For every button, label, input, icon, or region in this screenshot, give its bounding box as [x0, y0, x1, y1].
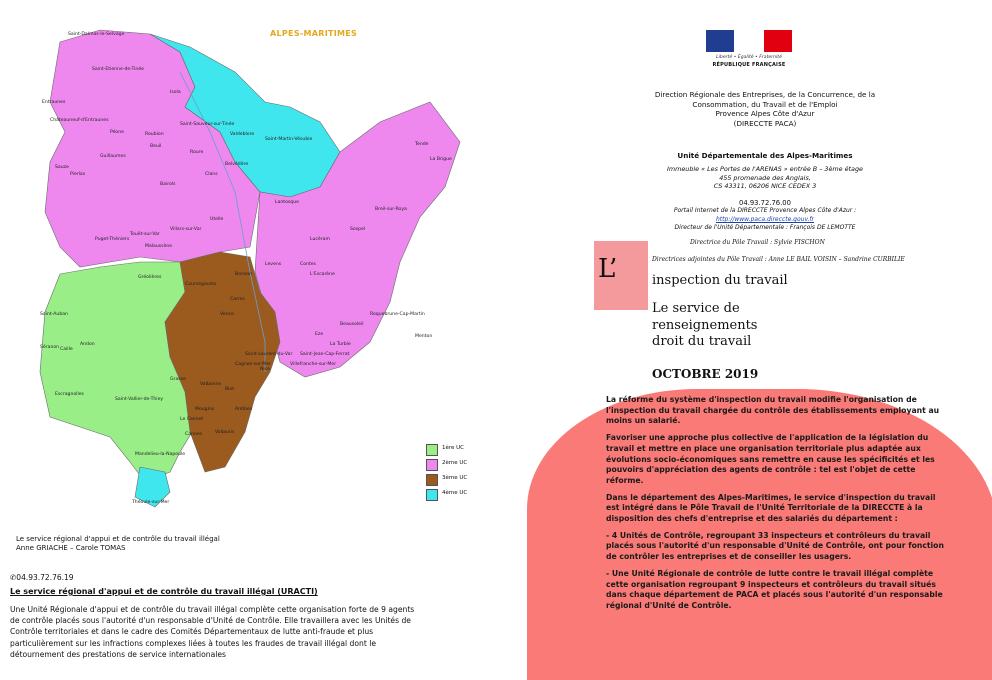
legend-label-uc2: 2ème UC [442, 460, 468, 466]
map-town-label: Pierlas [70, 172, 86, 177]
legend-label-uc3: 3ème UC [442, 475, 468, 481]
legend-label-uc4: 4ème UC [442, 490, 468, 496]
map-town-label: Valbonne [200, 382, 222, 387]
tricolor-flag-icon [706, 30, 792, 52]
map-town-label: La Turbie [330, 342, 351, 347]
map-town-label: Villars-sur-Var [170, 227, 202, 232]
organisation-name: Direction Régionale des Entreprises, de la Concurrence, de la Consommation, du Travail et de l'Emploi Provence Alpes Côte d'Azur (DIRECCTE PACA) [654, 90, 876, 128]
unit-director: Directeur de l'Unité Départementale : François DE LEMOTTE [674, 224, 856, 232]
legend-item-uc2 [426, 457, 488, 472]
uracti-description: Une Unité Régionale d'appui et de contrôle du travail illégal complète cette organisation forte de 9 agents de contrôle placés sous l'autorité d'un responsable d'Unité de Contrôle. Elle travaillera avec les Unités de Contrôle territoriales et dans le cadre des Comités Départementaux de lutte anti-fraude et plus particulièrement sur les infractions complexes liées à toutes les fraudes de travail illégal dont le détournement des prestations de service internationales [10, 605, 415, 659]
legend-swatch-uc1 [426, 444, 438, 456]
map-town-label: Caille [60, 347, 73, 352]
map-town-label: La Brigue [430, 157, 452, 162]
map-town-label: Roubion [145, 132, 164, 137]
map-town-label: Bairols [160, 182, 176, 187]
map-town-label: Cagnes-sur-Mer [235, 362, 271, 367]
pole-deputies: Directrices adjointes du Pôle Travail : Anne LE BAIL VOISIN – Sandrine CURBILIE [652, 256, 905, 263]
map-town-label: Andon [80, 342, 95, 347]
map-town-label: Puget-Théniers [95, 237, 130, 242]
unit-name: Unité Départementale des Alpes-Maritimes [677, 151, 853, 160]
map-town-label: Bonson [235, 272, 252, 277]
map-town-label: Contes [300, 262, 316, 267]
pole-director: Directrice du Pôle Travail : Sylvie FISCHON [690, 239, 825, 246]
map-town-label: Isola [170, 90, 181, 95]
map-town-label: Belvédère [225, 162, 249, 167]
map-town-label: Clans [205, 172, 218, 177]
uracti-phone [10, 573, 74, 582]
map-town-label: Lantosque [275, 200, 299, 205]
portal-label: Portail Internet de la DIRECCTE Provence Alpes Côte d'Azur : [673, 207, 857, 215]
republic-motto: Liberté • Égalité • Fraternité [716, 55, 782, 60]
map-town-label: Escragnolles [55, 392, 84, 397]
republic-name: RÉPUBLIQUE FRANÇAISE [712, 62, 786, 68]
map-title: ALPES-MARITIMES [270, 29, 358, 38]
map-town-label: Grasse [170, 377, 186, 382]
legend-item-uc4 [426, 487, 488, 502]
uracti-heading: Le service régional d'appui et de contrôle du travail illégal (URACTI) [10, 587, 318, 596]
legend-item-uc3 [426, 472, 488, 487]
map-town-label: Utelle [210, 217, 224, 222]
publication-date: OCTOBRE 2019 [652, 367, 759, 381]
map-town-label: Biot [225, 387, 235, 392]
title-initial-box [594, 241, 648, 310]
map-town-label: Beausoleil [340, 322, 364, 327]
legend-item-uc1 [426, 442, 488, 457]
zone-uc1 [40, 262, 195, 482]
reform-paragraph-2: Favoriser une approche plus collective de l'application de la législation du travail et mettre en place une organisation territoriale plus adaptée aux évolutions socio-économiques sans remettre en cause les spécificités et les pouvoirs d'appréciation des agents de contrôle : tel est l'objet de cette réforme. [606, 433, 935, 485]
marianne-logo [706, 30, 792, 76]
map-town-label: Cannes [185, 432, 203, 437]
map-town-label: Mougins [195, 407, 215, 412]
map-town-label: Mandelieu-la-Napoule [135, 452, 186, 457]
map-town-label: Le Cannet [180, 417, 204, 422]
title-line-2: Le service de renseignements droit du travail [652, 301, 758, 349]
phone-icon: ✆ [10, 573, 17, 582]
map-town-label: Saint-Sauveur-sur-Tinée [180, 122, 235, 127]
reform-panel-text [606, 395, 944, 618]
map-town-label: Touët-sur-Var [130, 232, 160, 237]
uracti-phone-number: 04.93.72.76.19 [16, 573, 74, 582]
map-town-label: Valdeblore [230, 132, 255, 137]
map-town-label: Châteauneuf-d'Entraunes [50, 118, 109, 123]
title-initial: L’ [598, 254, 618, 284]
map-town-label: Lucéram [310, 237, 330, 242]
map-town-label: Beuil [150, 144, 162, 149]
department-map [20, 12, 490, 512]
map-town-label: Saint-Laurent-du-Var [245, 352, 293, 357]
map-town-label: Breil-sur-Roya [375, 207, 407, 212]
map-town-label: Saint-Dalmas-le-Selvage [68, 32, 125, 37]
map-town-label: Saint-Auban [40, 312, 68, 317]
reform-paragraph-4: - 4 Unités de Contrôle, regroupant 33 inspecteurs et contrôleurs du travail placés sous l'autorité d'un responsable d'Unité de Contrôle, ont pour fonction de contrôler les entreprises et de conseiller les usagers. [606, 530, 944, 562]
map-town-label: Eze [315, 332, 324, 337]
map-town-label: Péone [110, 130, 124, 135]
map-town-label: Sauze [55, 165, 69, 170]
map-town-label: Saint-Etienne-de-Tinée [92, 67, 144, 72]
portal-link[interactable]: http://www.paca.direccte.gouv.fr [715, 215, 814, 223]
map-town-label: Guillaumes [100, 154, 126, 159]
reform-paragraph-1: La réforme du système d'inspection du travail modifie l'organisation de l'inspection du travail chargée du contrôle des établissements employant au moins un salarié. [606, 395, 940, 426]
map-town-label: Nice [260, 367, 271, 372]
map-town-label: Roure [190, 150, 204, 155]
map-town-label: L'Escarène [310, 272, 335, 277]
reform-paragraph-3: Dans le département des Alpes-Maritimes, le service d'inspection du travail est intégré dans le Pôle Travail de l'Unité Territoriale de la DIRECCTE à la disposition des chefs d'entreprise et des salariés du département : [606, 492, 936, 524]
map-town-label: Gréolières [138, 275, 162, 280]
map-town-label: Saint-Martin-Vésubie [265, 137, 313, 142]
map-town-label: Menton [415, 334, 433, 339]
map-town-label: Coursegoules [185, 282, 217, 287]
map-town-label: Villefranche-sur-Mer [290, 362, 337, 367]
title-line-1: inspection du travail [652, 273, 788, 288]
legend-swatch-uc4 [426, 489, 438, 501]
map-town-label: Malaussène [145, 244, 173, 249]
map-graphic [20, 12, 490, 512]
unit-phone: 04.93.72.76.00 [739, 199, 791, 207]
map-town-label: Saint-Vallier-de-Thiey [115, 397, 164, 402]
reform-paragraph-5: - Une Unité Régionale de contrôle de lutte contre le travail illégal complète cette organisation regroupant 9 inspecteurs et contrôleurs du travail situés dans chaque département de PACA et placés sous l'autorité d'un responsable régional d'Unité de Contrôle. [606, 568, 943, 610]
map-town-label: Carros [230, 297, 245, 302]
map-town-label: Entraunes [42, 100, 66, 105]
map-legend [426, 442, 488, 504]
legend-label-uc1: 1ère UC [442, 445, 465, 451]
map-town-label: Séranon [40, 345, 60, 350]
map-town-label: Vallauris [215, 430, 235, 435]
map-town-label: Roquebrune-Cap-Martin [370, 312, 425, 317]
map-town-label: Sospel [350, 227, 366, 232]
uracti-contacts: Le service régional d'appui et de contrôle du travail illégal Anne GRIACHE – Carole TOMAS [16, 535, 220, 552]
map-town-label: Saint-Jean-Cap-Ferrat [300, 352, 350, 357]
map-town-label: Tende [415, 142, 429, 147]
unit-contact [620, 199, 910, 233]
map-town-label: Levens [265, 262, 282, 267]
map-town-label: Antibes [235, 407, 253, 412]
unit-address: Immeuble « Les Portes de l'ARENAS » entrée B – 3ème étage 455 promenade des Anglais, CS 43311, 06206 NICE CEDEX 3 [667, 165, 863, 191]
legend-swatch-uc3 [426, 474, 438, 486]
legend-swatch-uc2 [426, 459, 438, 471]
map-town-label: Vence [220, 312, 234, 317]
map-town-label: Théoule-sur-Mer [132, 500, 170, 505]
